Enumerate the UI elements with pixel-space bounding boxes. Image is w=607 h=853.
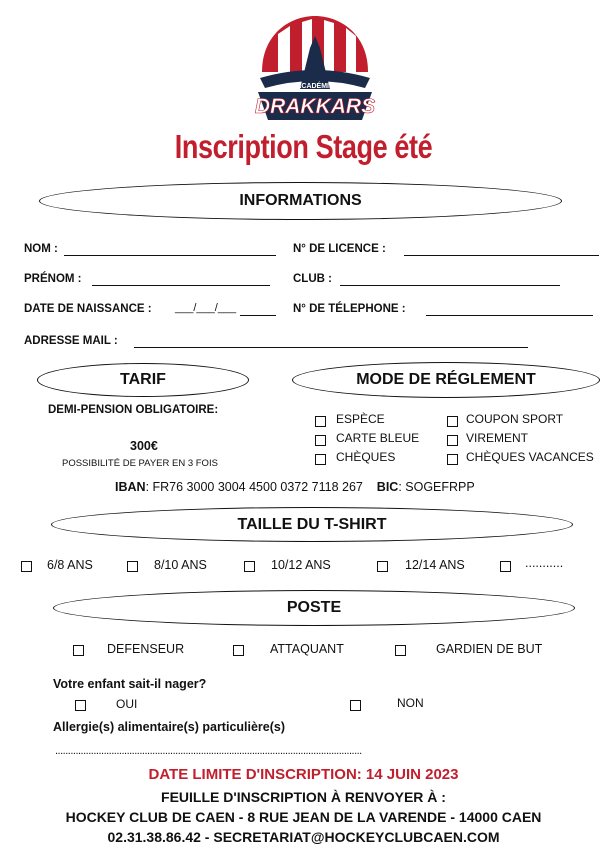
option-carte-bleue: CARTE BLEUE	[336, 431, 420, 445]
swim-no: NON	[397, 696, 424, 710]
option-espece: ESPÈCE	[336, 412, 385, 426]
field-licence[interactable]	[404, 255, 599, 256]
field-naissance[interactable]: ___/___/___	[175, 302, 237, 314]
option-coupon-sport: COUPON SPORT	[466, 412, 564, 426]
checkbox-defenseur[interactable]	[73, 645, 84, 656]
checkbox-carte-bleue[interactable]	[315, 435, 326, 446]
field-naissance-line	[240, 315, 276, 316]
demi-pension-label: DEMI-PENSION OBLIGATOIRE:	[48, 404, 219, 416]
checkbox-size-6-8[interactable]	[21, 561, 32, 572]
option-virement: VIREMENT	[466, 431, 529, 445]
bic-value: : SOGEFRPP	[398, 480, 475, 494]
option-cheques-vacances: CHÈQUES VACANCES	[466, 450, 594, 464]
tarif-note: POSSIBILITÉ DE PAYER EN 3 FOIS	[62, 458, 218, 469]
checkbox-gardien[interactable]	[395, 645, 406, 656]
label-club: CLUB :	[293, 273, 332, 285]
section-tarif: TARIF	[37, 363, 249, 397]
label-naissance: DATE DE NAISSANCE :	[24, 303, 152, 315]
field-prenom[interactable]	[92, 285, 270, 286]
deadline: DATE LIMITE D'INSCRIPTION: 14 JUIN 2023	[148, 766, 459, 783]
send-to: FEUILLE D'INSCRIPTION À RENVOYER À :	[161, 789, 446, 805]
allergy-field[interactable]: ........................................................................................................................	[55, 745, 362, 757]
option-cheques: CHÈQUES	[336, 450, 396, 464]
size-other: ...........	[525, 556, 564, 570]
checkbox-cheques-vacances[interactable]	[447, 454, 458, 465]
contact: 02.31.38.86.42 - SECRETARIAT@HOCKEYCLUBCAEN.COM	[107, 829, 500, 845]
size-8-10: 8/10 ANS	[154, 558, 207, 572]
position-attaquant: ATTAQUANT	[270, 642, 344, 656]
address: HOCKEY CLUB DE CAEN - 8 RUE JEAN DE LA VARENDE - 14000 CAEN	[65, 809, 542, 825]
page-title: Inscription Stage été	[174, 128, 433, 165]
section-tshirt: TAILLE DU T-SHIRT	[51, 507, 573, 542]
allergy-label: Allergie(s) alimentaire(s) particulière(s)	[53, 720, 286, 734]
size-12-14: 12/14 ANS	[405, 558, 465, 572]
position-defenseur: DEFENSEUR	[107, 642, 185, 656]
section-informations: INFORMATIONS	[39, 182, 562, 220]
iban-label: IBAN	[115, 480, 146, 494]
tarif-price: 300€	[130, 439, 158, 453]
checkbox-oui[interactable]	[75, 700, 86, 711]
label-licence: N° DE LICENCE :	[293, 243, 386, 255]
label-prenom: PRÉNOM :	[24, 273, 82, 285]
position-gardien: GARDIEN DE BUT	[436, 642, 543, 656]
label-nom: NOM :	[24, 243, 58, 255]
logo-top-text: ACADÉMIE	[296, 83, 334, 90]
field-club[interactable]	[340, 285, 560, 286]
label-email: ADRESSE MAIL :	[24, 335, 118, 347]
checkbox-size-other[interactable]	[500, 561, 511, 572]
checkbox-non[interactable]	[350, 700, 361, 711]
bank-line	[115, 480, 475, 494]
field-email[interactable]	[134, 347, 528, 348]
checkbox-size-8-10[interactable]	[127, 561, 138, 572]
swim-yes: OUI	[116, 697, 138, 711]
drakkars-logo	[250, 14, 380, 124]
logo-brand-text: DRAKKARS	[254, 95, 376, 118]
size-6-8: 6/8 ANS	[47, 558, 93, 572]
checkbox-size-10-12[interactable]	[244, 561, 255, 572]
swim-question: Votre enfant sait-il nager?	[53, 677, 207, 691]
bic-label: BIC	[376, 480, 399, 494]
section-reglement: MODE DE RÉGLEMENT	[292, 362, 600, 398]
field-nom[interactable]	[64, 255, 276, 256]
checkbox-size-12-14[interactable]	[377, 561, 388, 572]
field-telephone[interactable]	[426, 315, 593, 316]
section-poste: POSTE	[53, 590, 575, 626]
size-10-12: 10/12 ANS	[271, 558, 331, 572]
checkbox-virement[interactable]	[447, 435, 458, 446]
checkbox-attaquant[interactable]	[233, 645, 244, 656]
checkbox-coupon-sport[interactable]	[447, 416, 458, 427]
checkbox-espece[interactable]	[315, 416, 326, 427]
iban-value: : FR76 3000 3004 4500 0372 7118 267	[145, 480, 363, 494]
label-telephone: N° DE TÉLEPHONE :	[293, 303, 406, 315]
checkbox-cheques[interactable]	[315, 454, 326, 465]
